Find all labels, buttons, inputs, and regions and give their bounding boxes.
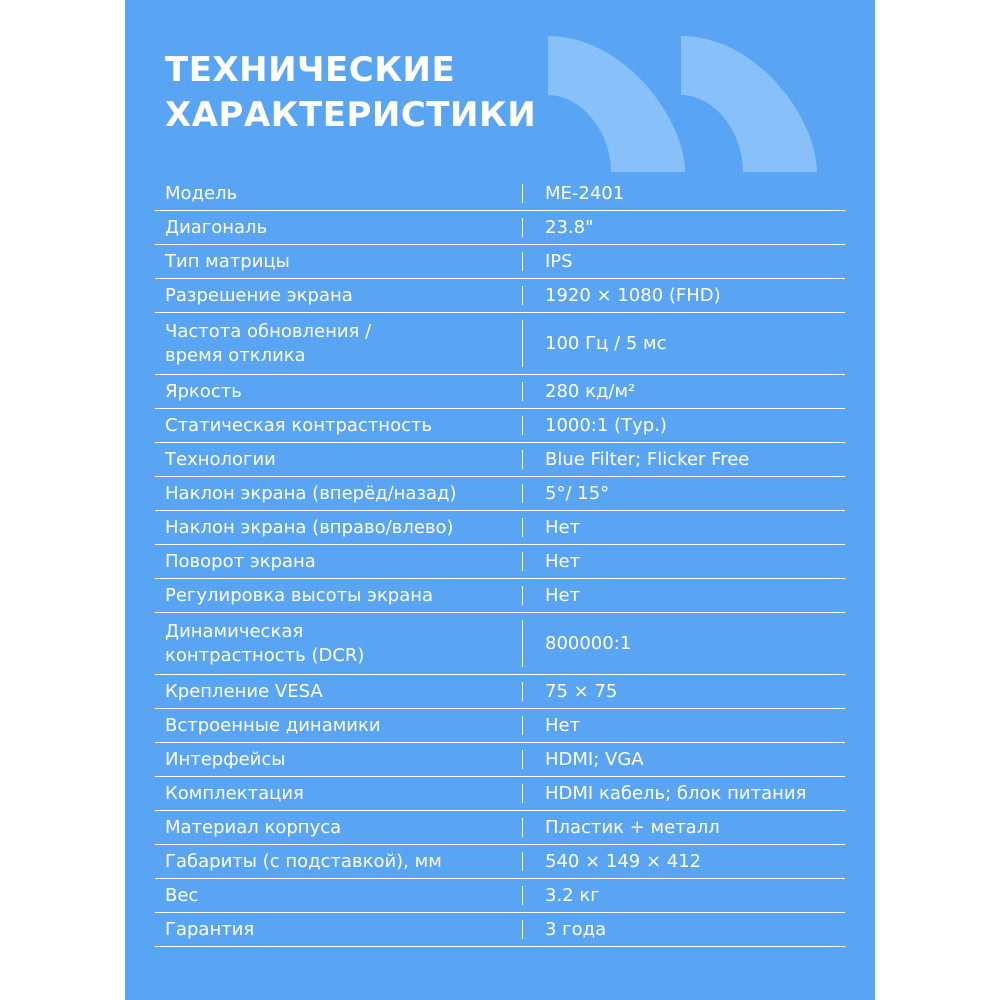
column-divider: [522, 416, 523, 435]
spec-value: IPS: [545, 251, 573, 272]
spec-label-line: Технологии: [165, 448, 276, 470]
spec-label: [155, 584, 517, 608]
spec-row: [155, 675, 845, 709]
spec-row: [155, 811, 845, 845]
spec-row: [155, 211, 845, 245]
column-divider: [522, 920, 523, 939]
spec-label: [155, 850, 517, 874]
column-divider: [522, 620, 523, 667]
spec-label: [155, 714, 517, 738]
spec-row: [155, 913, 845, 947]
spec-row: [155, 709, 845, 743]
title-line-2: ХАРАКТЕРИСТИКИ: [165, 95, 537, 135]
spec-value: 5°/ 15°: [545, 483, 610, 504]
column-divider: [522, 852, 523, 871]
spec-label-line: Габариты (с подставкой), мм: [165, 850, 442, 872]
column-divider: [522, 586, 523, 605]
spec-label-line: Модель: [165, 182, 238, 204]
column-divider: [522, 484, 523, 503]
spec-row: [155, 613, 845, 675]
spec-label-line: Яркость: [165, 380, 242, 402]
spec-row: [155, 743, 845, 777]
spec-value: ME-2401: [545, 183, 625, 204]
spec-value: HDMI кабель; блок питания: [545, 783, 807, 804]
spec-label-line: Комплектация: [165, 782, 304, 804]
spec-label-line: Поворот экрана: [165, 550, 316, 572]
column-divider: [522, 886, 523, 905]
spec-value: 540 × 149 × 412: [545, 851, 702, 872]
spec-label: [155, 782, 517, 806]
spec-label-line: Диагональ: [165, 216, 268, 238]
quote-arc-left: [548, 36, 685, 172]
page-title: [165, 48, 536, 138]
spec-label: [155, 918, 517, 942]
spec-row: [155, 313, 845, 375]
column-divider: [522, 518, 523, 537]
spec-value: Нет: [545, 551, 581, 572]
quote-arc-right: [681, 36, 817, 172]
spec-label: [155, 680, 517, 704]
spec-label-line: Гарантия: [165, 918, 255, 940]
spec-label: [155, 216, 517, 240]
spec-label-line: Вес: [165, 884, 199, 906]
spec-label-line: Крепление VESA: [165, 680, 323, 702]
spec-value: 800000:1: [545, 633, 632, 654]
spec-value: Нет: [545, 715, 581, 736]
spec-label: [155, 516, 517, 540]
spec-row: [155, 409, 845, 443]
column-divider: [522, 252, 523, 271]
spec-label: [155, 816, 517, 840]
spec-label: [155, 182, 517, 206]
spec-row: [155, 579, 845, 613]
column-divider: [522, 818, 523, 837]
spec-label-line: Наклон экрана (вправо/влево): [165, 516, 454, 538]
spec-row: [155, 177, 845, 211]
title-line-1: ТЕХНИЧЕСКИЕ: [165, 50, 456, 90]
spec-label: [155, 482, 517, 506]
column-divider: [522, 552, 523, 571]
spec-label: [155, 414, 517, 438]
spec-value: Blue Filter; Flicker Free: [545, 449, 750, 470]
spec-label-line: Встроенные динамики: [165, 714, 381, 736]
spec-row: [155, 443, 845, 477]
spec-label-line: время отклика: [165, 344, 306, 366]
column-divider: [522, 286, 523, 305]
spec-label: [155, 380, 517, 404]
column-divider: [522, 320, 523, 367]
spec-label: [155, 550, 517, 574]
spec-label-line: Динамическая: [165, 620, 304, 642]
spec-row: [155, 375, 845, 409]
spec-value: 100 Гц / 5 мс: [545, 333, 667, 354]
spec-label-line: контрастность (DCR): [165, 644, 365, 666]
spec-label: [155, 320, 517, 368]
spec-row: [155, 879, 845, 913]
spec-label-line: Материал корпуса: [165, 816, 342, 838]
spec-label: [155, 620, 517, 668]
spec-row: [155, 245, 845, 279]
spec-value: 1000:1 (Тур.): [545, 415, 667, 436]
column-divider: [522, 784, 523, 803]
spec-row: [155, 511, 845, 545]
spec-value: 1920 × 1080 (FHD): [545, 285, 721, 306]
spec-row: [155, 845, 845, 879]
spec-label-line: Разрешение экрана: [165, 284, 353, 306]
column-divider: [522, 750, 523, 769]
spec-row: [155, 545, 845, 579]
spec-label-line: Статическая контрастность: [165, 414, 433, 436]
spec-label-line: Тип матрицы: [165, 250, 290, 272]
spec-label-line: Интерфейсы: [165, 748, 286, 770]
column-divider: [522, 450, 523, 469]
specs-table: [155, 177, 845, 947]
spec-label-line: Регулировка высоты экрана: [165, 584, 434, 606]
spec-label: [155, 748, 517, 772]
spec-row: [155, 777, 845, 811]
column-divider: [522, 382, 523, 401]
spec-value: 280 кд/м²: [545, 381, 636, 402]
column-divider: [522, 184, 523, 203]
spec-label: [155, 284, 517, 308]
spec-value: Пластик + металл: [545, 817, 720, 838]
column-divider: [522, 218, 523, 237]
spec-value: 23.8": [545, 217, 594, 238]
spec-label-line: Наклон экрана (вперёд/назад): [165, 482, 457, 504]
spec-value: HDMI; VGA: [545, 749, 644, 770]
spec-value: 3 года: [545, 919, 607, 940]
column-divider: [522, 716, 523, 735]
spec-label: [155, 250, 517, 274]
column-divider: [522, 682, 523, 701]
spec-label-line: Частота обновления /: [165, 320, 372, 342]
spec-row: [155, 477, 845, 511]
spec-value: 75 × 75: [545, 681, 618, 702]
spec-label: [155, 884, 517, 908]
spec-sheet-panel: [125, 0, 875, 1000]
spec-label: [155, 448, 517, 472]
spec-value: 3.2 кг: [545, 885, 600, 906]
spec-value: Нет: [545, 517, 581, 538]
spec-row: [155, 279, 845, 313]
spec-value: Нет: [545, 585, 581, 606]
